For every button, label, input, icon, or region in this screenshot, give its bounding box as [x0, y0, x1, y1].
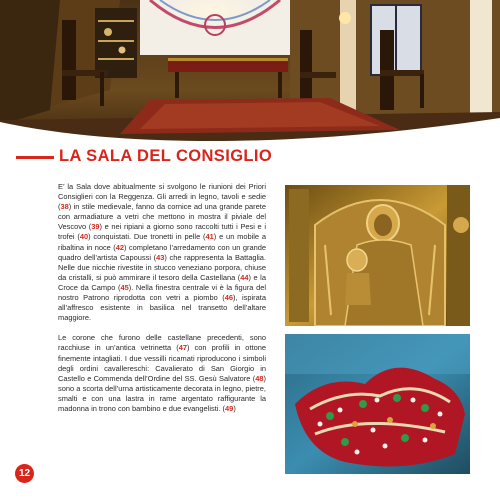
figure-reference: 42	[115, 242, 125, 252]
text-run: Gli arredi in legno, tavoli e sedie (	[58, 192, 266, 212]
text-run: ). Nella finestra centrale vi è la figura del nostro Patrono riprodotta con vetri a piombo (	[58, 282, 266, 303]
figure-reference: 48	[255, 373, 264, 383]
madonna-relief-photo	[285, 185, 470, 326]
jeweled-crown-photo	[285, 334, 470, 474]
text-run: )	[233, 403, 236, 413]
title-rule	[16, 156, 54, 159]
text-run: ) e la Croce da Campo (	[58, 272, 266, 292]
text-run: ), ispirata all’affresco esistente in basilica nel transetto dell’altare maggiore.	[58, 293, 267, 323]
figure-reference: 45	[120, 282, 129, 292]
text-run: ) in stile medievale, fanno da cornice ad una grande parete con armadiature a vetri che mettono in mostra il piviale del Vescovo (	[58, 202, 266, 232]
text-run: ) che rappresenta la Battaglia. Nelle due nicchie rivestite in stucco veneziano porpora, chiuse da cristalli, si può ammirare il tesoro della Castellana (	[58, 252, 266, 282]
figure-reference: 46	[224, 293, 233, 303]
text-run: ) completano l’arredamento con un grande quadro dell’artista Capoussi (	[58, 242, 266, 262]
page-number: 12	[15, 464, 34, 483]
text-run: E’ la Sala dove abitualmente si svolgono le riunioni dei Priori Consiglieri con la Reggenza.	[58, 182, 266, 202]
figure-reference: 43	[156, 252, 165, 262]
text-run: ) conquistati. Due tronetti in pelle (	[88, 232, 206, 242]
figure-reference: 39	[91, 222, 100, 232]
figure-reference: 44	[240, 272, 249, 282]
figure-reference: 40	[79, 232, 89, 242]
figure-reference: 41	[205, 232, 214, 242]
text-run: ) e nei ripiani a giorno sono raccolti tutti i Pesi e i trofei (	[58, 222, 266, 242]
page-title: LA SALA DEL CONSIGLIO	[59, 147, 273, 165]
text-run: ) sono a scorta dell’urna artisticamente decorata in legno, pietre, smalti e con una lastra in rame argentato raffigurante la madonna in trono con bambino e due evangelisti. (	[58, 373, 266, 413]
figure-reference: 38	[60, 202, 69, 212]
text-run: ) con profili in ottone finemente intagliati. I due vessilli ricamati riproducono i simboli degli ordini cavallereschi: Cavalierato di San Giorgio in Castello e Commenda dell’Ordine del SS. Gesù Salvatore (	[58, 343, 266, 383]
paragraph	[58, 182, 266, 323]
text-run: ) e un mobile a ribaltina in noce (	[58, 232, 267, 252]
body-text	[58, 182, 266, 414]
paragraph	[58, 333, 266, 414]
figure-reference: 49	[225, 403, 234, 413]
hero-photo	[0, 0, 500, 150]
text-run: Le corone che furono delle castellane precedenti, sono racchiuse in un’antica vetrinetta (	[58, 333, 266, 353]
figure-reference: 47	[178, 343, 188, 353]
